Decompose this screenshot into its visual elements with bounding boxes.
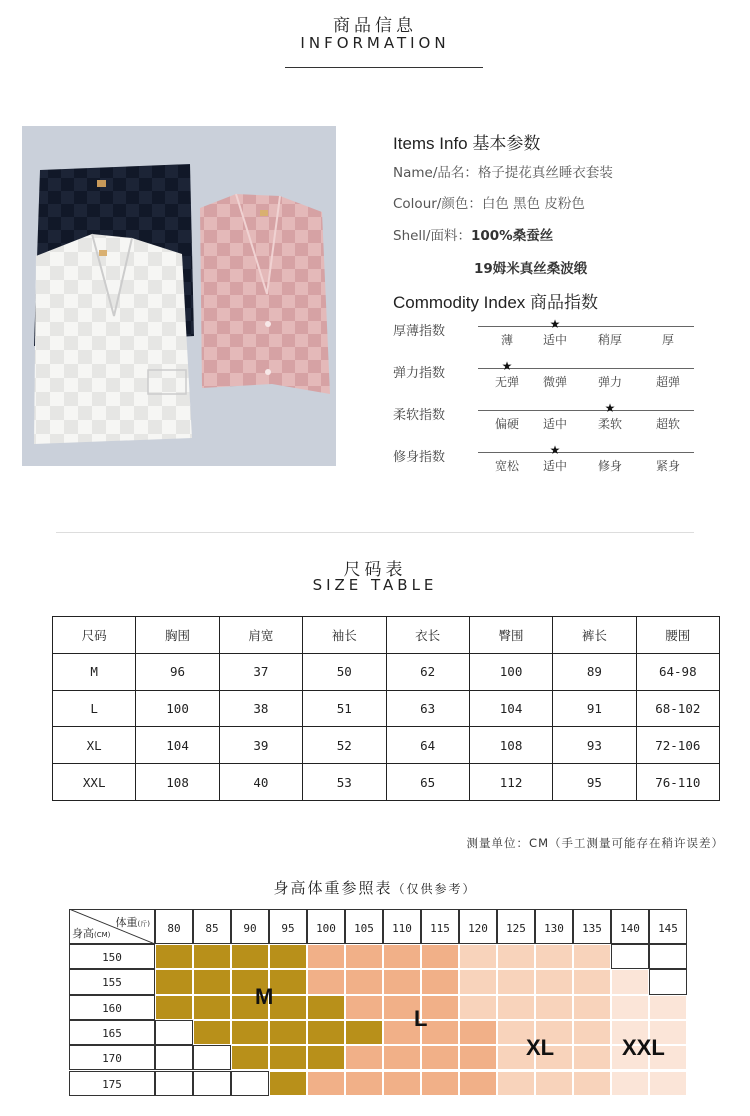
- ref-weight-value: 90: [243, 922, 257, 935]
- ref-size-cell: [155, 995, 193, 1020]
- size-cell: 52: [303, 727, 386, 764]
- ref-size-cell: [307, 1071, 345, 1096]
- info-header-en: INFORMATION: [300, 34, 450, 52]
- size-table: [52, 616, 720, 801]
- ref-weight-header: [155, 909, 193, 944]
- ref-size-cell: [269, 995, 307, 1020]
- index-scale-line: [478, 452, 694, 453]
- ref-size-label: L: [414, 1006, 428, 1031]
- ref-size-cell: [231, 1071, 269, 1096]
- index-star-icon: ★: [501, 359, 513, 373]
- ref-size-cell: [383, 944, 421, 969]
- ref-size-cell: [193, 1045, 231, 1070]
- ref-size-cell: [649, 944, 687, 969]
- size-cell: 72-106: [636, 727, 719, 764]
- size-cell: 62: [386, 653, 469, 690]
- ref-size-cell: [383, 969, 421, 994]
- ref-height-header: [69, 995, 155, 1020]
- ref-height-value: 160: [102, 1001, 122, 1015]
- ref-size-cell: [345, 1020, 383, 1045]
- size-cell: 104: [136, 727, 219, 764]
- index-option: 微弹: [542, 375, 567, 389]
- index-star-icon: ★: [604, 401, 616, 415]
- index-scale-line: [478, 410, 694, 411]
- size-cell: 53: [303, 764, 386, 801]
- index-scale-line: [478, 326, 694, 327]
- ref-size-cell: [193, 995, 231, 1020]
- index-option: 超软: [655, 417, 680, 431]
- ref-size-cell: [155, 1020, 193, 1045]
- ref-size-cell: [611, 1071, 649, 1096]
- size-cell: 89: [553, 653, 636, 690]
- item-colour: Colour/颜色：白色 黑色 皮粉色: [393, 196, 585, 212]
- ref-size-cell: [459, 969, 497, 994]
- ref-size-cell: [345, 1071, 383, 1096]
- size-cell: 51: [303, 690, 386, 727]
- pajama-illustration: [22, 126, 336, 466]
- size-cell: 76-110: [636, 764, 719, 801]
- size-table-row: [53, 690, 720, 727]
- ref-height-header: [69, 969, 155, 994]
- size-cell: 100: [136, 690, 219, 727]
- ref-weight-value: 145: [658, 922, 678, 935]
- size-cell: 50: [303, 653, 386, 690]
- items-info-title: Items Info 基本参数: [393, 134, 541, 153]
- ref-height-header: [69, 944, 155, 969]
- ref-weight-value: 105: [354, 922, 374, 935]
- ref-size-cell: [649, 995, 687, 1020]
- ref-corner-height: 身高(CM): [72, 927, 111, 940]
- ref-size-cell: [307, 1045, 345, 1070]
- size-cell: 40: [219, 764, 302, 801]
- ref-weight-value: 125: [506, 922, 526, 935]
- ref-weight-header: [573, 909, 611, 944]
- size-cell: 91: [553, 690, 636, 727]
- ref-size-cell: [193, 944, 231, 969]
- size-cell: 腰围: [636, 617, 719, 654]
- size-cell: 38: [219, 690, 302, 727]
- index-option: 厚: [661, 333, 674, 347]
- ref-size-cell: [573, 1071, 611, 1096]
- ref-weight-value: 140: [620, 922, 640, 935]
- item-shell-value: 100%桑蚕丝: [470, 228, 554, 244]
- ref-weight-header: [231, 909, 269, 944]
- ref-weight-header: [345, 909, 383, 944]
- ref-size-cell: [231, 944, 269, 969]
- size-cell: 衣长: [386, 617, 469, 654]
- index-option: 适中: [542, 459, 567, 473]
- ref-size-cell: [193, 969, 231, 994]
- item-name: Name/品名：格子提花真丝睡衣套装: [393, 165, 613, 181]
- index-option: 适中: [542, 333, 567, 347]
- ref-size-cell: [307, 1020, 345, 1045]
- ref-weight-header: [611, 909, 649, 944]
- ref-size-cell: [535, 944, 573, 969]
- size-cell: 100: [469, 653, 552, 690]
- ref-corner-cell: [69, 909, 155, 944]
- ref-size-cell: [497, 1071, 535, 1096]
- index-star-icon: ★: [549, 443, 561, 457]
- size-cell: 93: [553, 727, 636, 764]
- ref-size-cell: [573, 1020, 611, 1045]
- size-cell: 肩宽: [219, 617, 302, 654]
- ref-size-cell: [193, 1071, 231, 1096]
- size-cell: 65: [386, 764, 469, 801]
- size-cell: 64-98: [636, 653, 719, 690]
- ref-weight-header: [193, 909, 231, 944]
- size-cell: 104: [469, 690, 552, 727]
- ref-size-cell: [573, 995, 611, 1020]
- ref-size-cell: [497, 944, 535, 969]
- ref-size-cell: [345, 944, 383, 969]
- ref-weight-value: 95: [281, 922, 295, 935]
- ref-size-cell: [421, 944, 459, 969]
- size-cell: 96: [136, 653, 219, 690]
- ref-size-cell: [421, 969, 459, 994]
- ref-weight-value: 110: [392, 922, 412, 935]
- ref-size-cell: [155, 1045, 193, 1070]
- ref-weight-value: 115: [430, 922, 450, 935]
- ref-size-cell: [345, 995, 383, 1020]
- index-label: 弹力指数: [393, 366, 446, 381]
- ref-size-cell: [307, 995, 345, 1020]
- ref-size-cell: [269, 944, 307, 969]
- ref-size-cell: [535, 995, 573, 1020]
- ref-size-cell: [269, 1020, 307, 1045]
- ref-size-cell: [497, 995, 535, 1020]
- ref-size-cell: [459, 1045, 497, 1070]
- ref-size-cell: [459, 1071, 497, 1096]
- size-cell: 裤长: [553, 617, 636, 654]
- section-divider: [56, 532, 694, 533]
- info-header-cn: 商品信息: [333, 16, 417, 36]
- ref-size-cell: [535, 1071, 573, 1096]
- index-option: 弹力: [597, 375, 622, 389]
- index-option: 超弹: [655, 375, 680, 389]
- size-cell: 39: [219, 727, 302, 764]
- index-label: 修身指数: [393, 450, 446, 465]
- ref-size-cell: [269, 1045, 307, 1070]
- size-cell: 袖长: [303, 617, 386, 654]
- ref-size-cell: [459, 995, 497, 1020]
- ref-size-cell: [345, 1045, 383, 1070]
- size-cell: 68-102: [636, 690, 719, 727]
- index-option: 适中: [542, 417, 567, 431]
- height-weight-grid: [69, 909, 687, 1100]
- size-cell: L: [53, 690, 136, 727]
- size-cell: 37: [219, 653, 302, 690]
- ref-header: [0, 877, 750, 898]
- item-shell-label: Shell/面料：: [393, 228, 471, 244]
- ref-size-cell: [345, 969, 383, 994]
- ref-weight-header: [307, 909, 345, 944]
- ref-height-value: 175: [102, 1077, 122, 1091]
- ref-size-cell: [497, 969, 535, 994]
- ref-weight-value: 120: [468, 922, 488, 935]
- ref-height-value: 170: [102, 1052, 122, 1066]
- index-option: 柔软: [597, 417, 622, 431]
- size-cell: 64: [386, 727, 469, 764]
- ref-weight-header: [421, 909, 459, 944]
- size-table-row: [53, 727, 720, 764]
- ref-size-cell: [231, 1020, 269, 1045]
- item-shell: [393, 224, 553, 244]
- size-table-row: [53, 653, 720, 690]
- ref-size-cell: [155, 944, 193, 969]
- size-cell: XL: [53, 727, 136, 764]
- ref-size-cell: [611, 995, 649, 1020]
- index-option: 宽松: [494, 459, 519, 473]
- size-cell: 尺码: [53, 617, 136, 654]
- index-option: 薄: [500, 333, 513, 347]
- ref-weight-header: [383, 909, 421, 944]
- index-option: 紧身: [655, 459, 680, 473]
- ref-size-cell: [573, 944, 611, 969]
- ref-weight-header: [535, 909, 573, 944]
- commodity-index-title: Commodity Index 商品指数: [393, 293, 598, 312]
- ref-header-sub: （仅供参考）: [392, 882, 477, 896]
- ref-header-title: 身高体重参照表: [273, 879, 393, 897]
- ref-size-cell: [649, 1071, 687, 1096]
- ref-size-cell: [611, 969, 649, 994]
- index-label: 柔软指数: [393, 408, 446, 423]
- ref-size-cell: [307, 944, 345, 969]
- ref-size-cell: [383, 1071, 421, 1096]
- ref-size-cell: [307, 969, 345, 994]
- ref-height-header: [69, 1045, 155, 1070]
- ref-size-cell: [231, 1045, 269, 1070]
- size-cell: 108: [136, 764, 219, 801]
- size-table-row: [53, 764, 720, 801]
- ref-weight-header: [497, 909, 535, 944]
- size-cell: 108: [469, 727, 552, 764]
- measure-note: 测量单位：CM（手工测量可能存在稍许误差）: [466, 836, 724, 850]
- size-cell: 臀围: [469, 617, 552, 654]
- ref-size-cell: [649, 969, 687, 994]
- ref-weight-value: 100: [316, 922, 336, 935]
- ref-height-header: [69, 1020, 155, 1045]
- ref-size-cell: [611, 944, 649, 969]
- size-cell: XXL: [53, 764, 136, 801]
- ref-weight-header: [269, 909, 307, 944]
- ref-size-label: M: [255, 984, 274, 1009]
- index-option: 无弹: [494, 375, 519, 389]
- item-shell-value-2: 19姆米真丝桑波缎: [474, 261, 588, 277]
- ref-size-label: XXL: [622, 1035, 665, 1060]
- size-cell: 112: [469, 764, 552, 801]
- size-table-header: [53, 617, 720, 654]
- ref-weight-value: 80: [167, 922, 181, 935]
- size-cell: 胸围: [136, 617, 219, 654]
- ref-height-header: [69, 1071, 155, 1096]
- ref-size-cell: [155, 1071, 193, 1096]
- index-option: 偏硬: [494, 417, 519, 431]
- ref-size-cell: [155, 969, 193, 994]
- ref-height-value: 165: [102, 1026, 122, 1040]
- ref-weight-value: 135: [582, 922, 602, 935]
- size-header-en: SIZE TABLE: [312, 576, 438, 594]
- index-option: 稍厚: [597, 333, 622, 347]
- header-divider: [285, 67, 483, 68]
- index-option: 修身: [597, 459, 622, 473]
- ref-weight-value: 85: [205, 922, 219, 935]
- ref-size-cell: [459, 1020, 497, 1045]
- size-cell: M: [53, 653, 136, 690]
- ref-weight-header: [459, 909, 497, 944]
- ref-size-cell: [421, 1071, 459, 1096]
- ref-height-value: 150: [102, 951, 122, 964]
- ref-size-cell: [269, 1071, 307, 1096]
- ref-weight-value: 130: [544, 922, 564, 935]
- ref-size-cell: [193, 1020, 231, 1045]
- size-cell: 95: [553, 764, 636, 801]
- ref-size-cell: [269, 969, 307, 994]
- ref-size-cell: [573, 969, 611, 994]
- ref-height-value: 155: [102, 976, 122, 990]
- size-header-cn: 尺码表: [343, 560, 407, 580]
- ref-weight-header: [649, 909, 687, 944]
- ref-size-cell: [573, 1045, 611, 1070]
- ref-size-cell: [421, 1045, 459, 1070]
- ref-size-cell: [535, 969, 573, 994]
- product-photo: [22, 126, 336, 466]
- ref-size-label: XL: [526, 1035, 555, 1060]
- ref-size-cell: [459, 944, 497, 969]
- size-cell: 63: [386, 690, 469, 727]
- index-label: 厚薄指数: [393, 324, 446, 339]
- ref-size-cell: [383, 1045, 421, 1070]
- index-star-icon: ★: [549, 317, 561, 331]
- ref-corner-weight: 体重(斤): [115, 916, 150, 929]
